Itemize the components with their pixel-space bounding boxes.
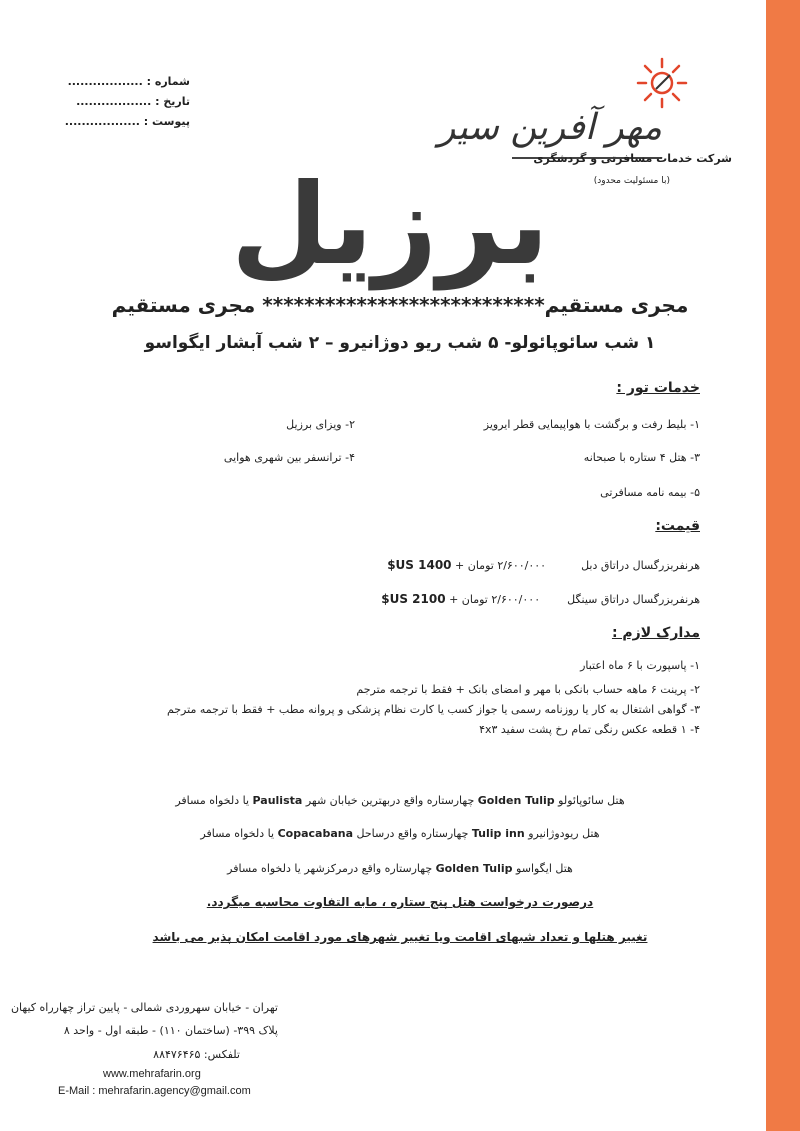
document-item: ۲- پرینت ۶ ماهه حساب بانکی با مهر و امضای بانک + فقط با ترجمه مترجم — [356, 683, 700, 696]
number-field: شماره : .................. — [67, 75, 190, 88]
change-note: تغییر هتلها و تعداد شبهای اقامت ویا تغییر شهرهای مورد اقامت امکان پذیر می باشد — [152, 930, 648, 944]
direct-operator-line: مجری مستقیم*************************** مجری مستقیم — [111, 293, 689, 317]
orange-side-bar — [766, 0, 800, 1131]
service-item: ۱- بلیط رفت و برگشت با هواپیمایی قطر ایرویز — [483, 418, 700, 431]
logo-name: مهر آفرین سیر — [437, 107, 662, 148]
service-item: ۴- ترانسفر بین شهری هوایی — [223, 451, 355, 464]
service-item: ۵- بیمه نامه مسافرتی — [600, 486, 700, 499]
date-field: تاریخ : .................. — [76, 95, 190, 108]
letter-meta — [64, 72, 190, 132]
hotel-line: هتل ایگواسو Golden Tulip چهارستاره واقع درمرکزشهر یا دلخواه مسافر — [227, 862, 573, 875]
price-toman: ۲/۶۰۰/۰۰۰ تومان + — [455, 559, 547, 572]
hotel-line: هتل ریودوژانیرو Tulip inn چهارستاره واقع درساحل Copacabana یا دلخواه مسافر — [200, 827, 600, 840]
price-label: هرنفربزرگسال دراتاق دبل — [581, 559, 700, 572]
five-star-note: درصورت درخواست هتل پنج ستاره ، مابه التفاوت محاسبه میگردد. — [206, 895, 594, 909]
price-usd: 1400 US$ — [387, 558, 452, 572]
attachment-field: پیوست : .................. — [64, 115, 190, 128]
price-label: هرنفربزرگسال دراتاق سینگل — [567, 593, 700, 606]
services-heading: خدمات تور : — [616, 380, 700, 396]
website-link[interactable]: www.mehrafarin.org — [103, 1068, 201, 1080]
service-item: ۳- هتل ۴ ستاره با صبحانه — [583, 451, 700, 464]
company-name: شرکت خدمات مسافرتی و گردشگری — [533, 152, 732, 165]
price-row — [381, 592, 700, 606]
email-link[interactable]: E-Mail : mehrafarin.agency@gmail.com — [58, 1085, 251, 1097]
documents-heading: مدارک لازم : — [611, 625, 700, 641]
itinerary-line: ۱ شب سائوپائولو- ۵ شب ریو دوژانیرو – ۲ شب آبشار ایگواسو — [144, 333, 656, 353]
price-row — [387, 558, 700, 572]
price-heading: قیمت: — [655, 518, 700, 534]
address-line: پلاک ۳۹۹- (ساختمان ۱۱۰) - طبقه اول - واحد ۸ — [63, 1024, 278, 1037]
document-item: ۴- ۱ قطعه عکس رنگی تمام رخ پشت سفید ۴x۳ — [479, 723, 700, 736]
page-title: برزیل — [230, 160, 550, 290]
document-item: ۱- پاسپورت با ۶ ماه اعتبار — [580, 659, 700, 672]
liability-text: (با مسئولیت محدود) — [593, 176, 670, 186]
price-usd: 2100 US$ — [381, 592, 446, 606]
phone-line: تلفکس: ۸۸۴۷۶۴۶۵ — [153, 1048, 240, 1061]
price-toman: ۲/۶۰۰/۰۰۰ تومان + — [449, 593, 541, 606]
service-item: ۲- ویزای برزیل — [286, 418, 355, 431]
sun-brush-icon — [634, 55, 690, 111]
document-item: ۳- گواهی اشتغال به کار یا روزنامه رسمی یا جواز کسب یا کارت نظام پزشکی و پروانه مطب + فقط با ترجمه مترجم — [166, 703, 700, 716]
address-line: تهران - خیابان سهروردی شمالی - پایین تراز چهارراه کیهان — [10, 1001, 278, 1014]
hotel-line: هتل سائوپائولو Golden Tulip چهارستاره واقع دربهترین خیابان شهر Paulista یا دلخواه مسافر — [175, 794, 625, 807]
